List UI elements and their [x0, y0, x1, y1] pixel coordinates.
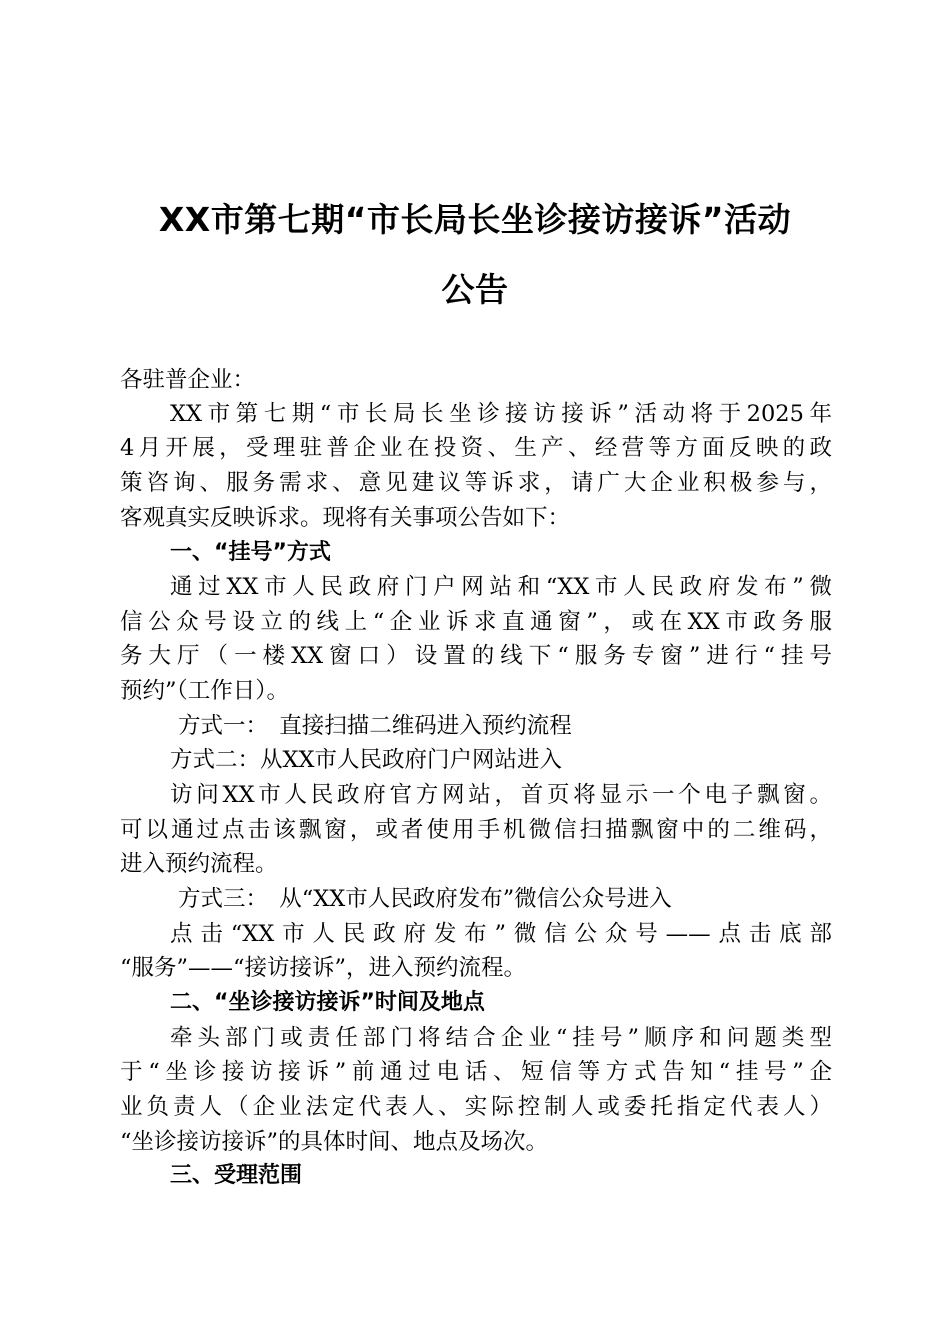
section-2-line-2: 于“坐诊接访接诉”前通过电话、短信等方式告知“挂号”企 [120, 1059, 832, 1085]
section-1-line-2: 信公众号设立的线上“企业诉求直通窗”，或在XX市政务服 [120, 609, 832, 635]
method-3-line-2: “服务”——“接访接诉”，进入预约流程。 [120, 955, 527, 981]
method-2-line-2: 可以通过点击该飘窗，或者使用手机微信扫描飘窗中的二维码， [120, 817, 832, 843]
section-2-line-1: 牵头部门或责任部门将结合企业“挂号”顺序和问题类型 [170, 1025, 832, 1051]
method-2: 方式二：从XX市人民政府门户网站进入 [170, 747, 563, 773]
title-line-2: 公告 [441, 270, 509, 309]
section-2-line-4: “坐诊接访接诉”的具体时间、地点及场次。 [120, 1129, 549, 1155]
section-1-line-3: 务大厅（一楼XX窗口）设置的线下“服务专窗”进行“挂号 [120, 643, 832, 669]
method-2-line-1: 访问XX市人民政府官方网站，首页将显示一个电子飘窗。 [170, 782, 832, 808]
section-2-heading: 二、“坐诊接访接诉”时间及地点 [170, 990, 485, 1015]
intro-line-2: 4月开展，受理驻普企业在投资、生产、经营等方面反映的政 [120, 435, 832, 461]
method-2-line-3: 进入预约流程。 [120, 851, 278, 877]
salutation: 各驻普企业： [120, 367, 256, 393]
intro-line-4: 客观真实反映诉求。现将有关事项公告如下： [120, 505, 571, 531]
section-1-line-1: 通过XX市人民政府门户网站和“XX市人民政府发布”微 [170, 574, 832, 600]
method-3: 方式三： 从“XX市人民政府发布”微信公众号进入 [178, 886, 672, 912]
section-2-line-3: 业负责人（企业法定代表人、实际控制人或委托指定代表人） [120, 1094, 832, 1120]
method-1: 方式一： 直接扫描二维码进入预约流程 [178, 713, 572, 739]
intro-line-1: XX市第七期“市长局长坐诊接访接诉”活动将于2025年 [170, 401, 832, 427]
title-line-1: XX市第七期“市长局长坐诊接访接诉”活动 [158, 200, 792, 239]
section-3-heading: 三、受理范围 [170, 1163, 303, 1188]
section-1-heading: 一、“挂号”方式 [170, 540, 331, 565]
intro-line-3: 策咨询、服务需求、意见建议等诉求，请广大企业积极参与， [120, 470, 832, 496]
section-1-line-4: 预约”（工作日）。 [120, 678, 290, 704]
method-3-line-1: 点击“XX市人民政府发布”微信公众号——点击底部 [170, 921, 832, 947]
